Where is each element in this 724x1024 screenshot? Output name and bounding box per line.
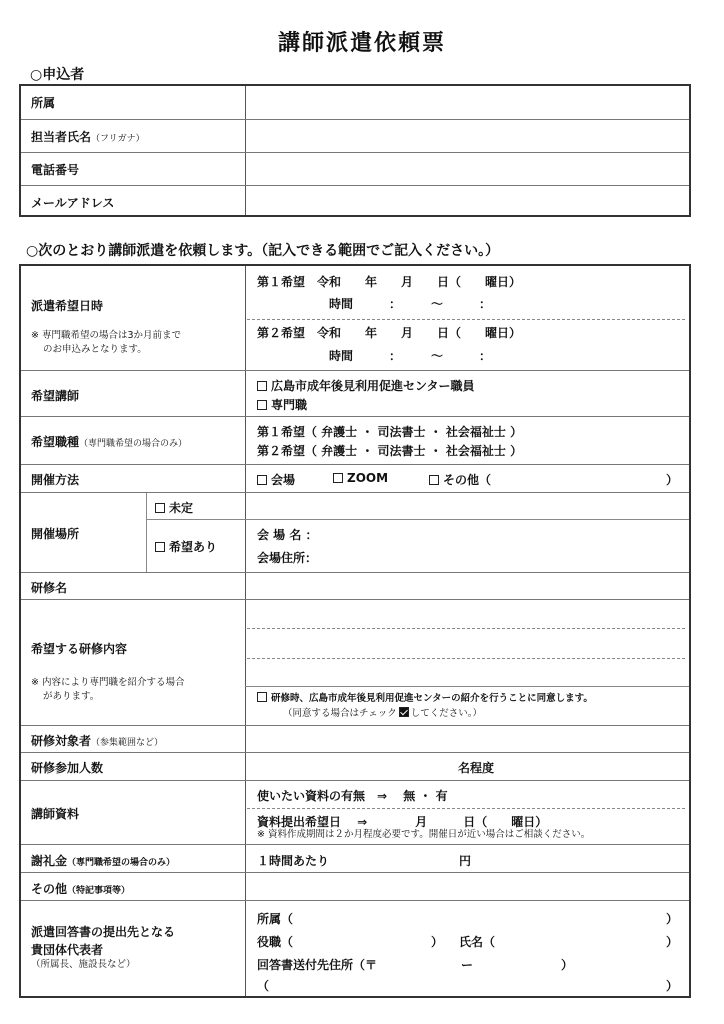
venue-preferred-label: 希望あり: [169, 540, 218, 554]
request-section-label: ○次のとおり講師派遣を依頼します。（記入できる範囲でご記入ください。）: [26, 243, 500, 259]
dashed-divider: [247, 808, 685, 809]
content-note-2: があります。: [43, 691, 100, 702]
date-note-2: のお申込みとなります。: [43, 344, 147, 355]
checkbox-icon[interactable]: [257, 692, 267, 702]
checkbox-icon[interactable]: [257, 381, 267, 391]
method-zoom-label: ZOOM: [347, 471, 389, 485]
lecturer-option-staff[interactable]: [257, 377, 475, 394]
date-choice1-line2[interactable]: 時間 ： 〜 ：: [329, 297, 492, 311]
checked-checkbox-icon: [399, 707, 409, 717]
recipient-address-line2-close: ）: [666, 979, 679, 993]
training-name-label: 研修名: [31, 581, 68, 595]
participants-label: 研修参加人数: [31, 761, 104, 775]
materials-due-date[interactable]: 資料提出希望日 ⇒ 月 日（ 曜日）: [257, 815, 548, 829]
request-table: [19, 264, 691, 998]
venue-inner-divider: [146, 493, 147, 573]
method-other-label: その他（: [443, 473, 492, 487]
recipient-affiliation[interactable]: 所属（: [257, 912, 294, 926]
participants-field[interactable]: [247, 755, 457, 777]
fee-label: 謝礼金: [31, 854, 68, 868]
lecturer-label: 希望講師: [31, 389, 80, 403]
target-label: 研修対象者: [31, 734, 92, 748]
profession-note: （専門職希望の場合のみ）: [79, 439, 188, 449]
venue-label: 開催場所: [31, 527, 80, 541]
table-row: [21, 152, 689, 185]
lecturer-option-staff-label: 広島市成年後見利用促進センター職員: [271, 379, 475, 393]
venue-option-divider: [146, 519, 245, 520]
content-label: 希望する研修内容: [31, 642, 128, 656]
profession-choice-2[interactable]: 第２希望（ 弁護士 ・ 司法書士 ・ 社会福祉士 ）: [257, 444, 523, 458]
checkbox-icon[interactable]: [257, 400, 267, 410]
date-choice1-line1[interactable]: 第１希望 令和 年 月 日（ 曜日）: [257, 275, 522, 289]
checkbox-icon[interactable]: [155, 503, 165, 513]
fee-field[interactable]: [351, 847, 451, 869]
other-note: （特記事項等）: [67, 886, 131, 896]
consent-line-1[interactable]: [257, 692, 593, 706]
table-row: [21, 370, 689, 416]
profession-choice-1[interactable]: 第１希望（ 弁護士 ・ 司法書士 ・ 社会福祉士 ）: [257, 425, 523, 439]
table-row: [21, 119, 689, 152]
applicant-table: [19, 84, 691, 217]
checkbox-icon[interactable]: [333, 473, 343, 483]
recipient-address[interactable]: 回答書送付先住所（〒: [257, 958, 378, 972]
table-row: [21, 86, 689, 119]
consent-text: 研修時、広島市成年後見利用促進センターの紹介を行うことに同意します。: [271, 693, 593, 704]
date-note-1: ※ 専門職希望の場合は3か月前まで: [31, 330, 182, 341]
consent-instruction-b: してください。）: [410, 708, 482, 719]
recipient-label-1: 派遣回答書の提出先となる: [31, 925, 176, 939]
table-row: [21, 572, 689, 599]
venue-undecided-label: 未定: [169, 501, 194, 515]
checkbox-icon[interactable]: [155, 542, 165, 552]
recipient-label-3: （所属長、施設長など）: [31, 959, 136, 970]
profession-label: 希望職種: [31, 435, 80, 449]
training-name-field[interactable]: [247, 575, 687, 597]
consent-divider: [245, 686, 689, 687]
table-row: [21, 872, 689, 900]
date-choice2-line2[interactable]: 時間 ： 〜 ：: [329, 349, 492, 363]
fee-note: （専門職希望の場合のみ）: [67, 858, 176, 868]
recipient-name-close: ）: [666, 935, 679, 949]
lecturer-option-specialist-label: 専門職: [271, 398, 308, 412]
email-field[interactable]: [247, 188, 687, 216]
method-other[interactable]: [429, 471, 491, 488]
venue-preferred[interactable]: [155, 538, 217, 555]
table-row: [21, 266, 689, 370]
venue-undecided[interactable]: [155, 499, 193, 516]
table-row: [21, 900, 689, 998]
date-label: 派遣希望日時: [31, 299, 104, 313]
table-row: [21, 416, 689, 464]
target-field[interactable]: [247, 728, 687, 750]
recipient-name[interactable]: 氏名（: [459, 935, 496, 949]
table-row: [21, 185, 689, 217]
recipient-address-close: ）: [561, 958, 574, 972]
checkbox-icon[interactable]: [429, 475, 439, 485]
participants-unit: 名程度: [458, 761, 495, 775]
applicant-section-label: ○申込者: [30, 67, 85, 83]
recipient-affiliation-close: ）: [666, 912, 679, 926]
recipient-address-line2-open[interactable]: （: [257, 979, 270, 993]
fee-yen: 円: [459, 854, 472, 868]
consent-line-2: [283, 707, 482, 721]
affiliation-field[interactable]: [247, 88, 687, 116]
method-venue-label: 会場: [271, 473, 296, 487]
checkbox-icon[interactable]: [257, 475, 267, 485]
table-row: [21, 464, 689, 492]
page-title: 講師派遣依頼票: [277, 31, 446, 56]
contact-name-field[interactable]: [247, 122, 687, 150]
method-venue[interactable]: [257, 471, 295, 488]
materials-note: ※ 資料作成期間は２か月程度必要です。開催日が近い場合はご相談ください。: [257, 829, 591, 840]
other-field[interactable]: [247, 875, 687, 897]
consent-instruction-a: （同意する場合はチェック: [283, 708, 397, 719]
table-row: [21, 752, 689, 780]
recipient-label-2: 貴団体代表者: [31, 943, 104, 957]
furigana-note: （フリガナ）: [91, 134, 145, 144]
target-note: （参集範囲など）: [91, 738, 164, 748]
content-field[interactable]: [247, 602, 687, 684]
affiliation-label: 所属: [31, 96, 56, 110]
venue-detail-divider: [245, 519, 689, 520]
venue-address-label[interactable]: 会場住所：: [257, 551, 318, 565]
table-row: [21, 725, 689, 752]
contact-name-label: 担当者氏名: [31, 130, 92, 144]
dashed-divider: [247, 319, 685, 320]
materials-label: 講師資料: [31, 807, 80, 821]
other-label: その他: [31, 882, 68, 896]
method-label: 開催方法: [31, 473, 80, 487]
fee-per-hour: １時間あたり: [257, 854, 330, 868]
date-choice2-line1[interactable]: 第２希望 令和 年 月 日（ 曜日）: [257, 326, 522, 340]
recipient-role-close: ）: [431, 935, 444, 949]
table-row: [21, 844, 689, 872]
phone-field[interactable]: [247, 155, 687, 183]
venue-name-label[interactable]: 会 場 名 ：: [257, 528, 318, 542]
table-row: [21, 780, 689, 844]
phone-label: 電話番号: [31, 163, 80, 177]
content-note-1: ※ 内容により専門職を紹介する場合: [31, 677, 185, 688]
lecturer-option-specialist[interactable]: [257, 396, 307, 413]
table-row: [21, 599, 689, 725]
recipient-role[interactable]: 役職（: [257, 935, 294, 949]
recipient-address-dash: ー: [461, 958, 474, 972]
email-label: メールアドレス: [31, 196, 115, 210]
method-zoom[interactable]: [333, 471, 388, 485]
table-row: [21, 492, 689, 572]
materials-availability[interactable]: 使いたい資料の有無 ⇒ 無 ・ 有: [257, 789, 448, 803]
method-other-close: ）: [666, 473, 679, 487]
